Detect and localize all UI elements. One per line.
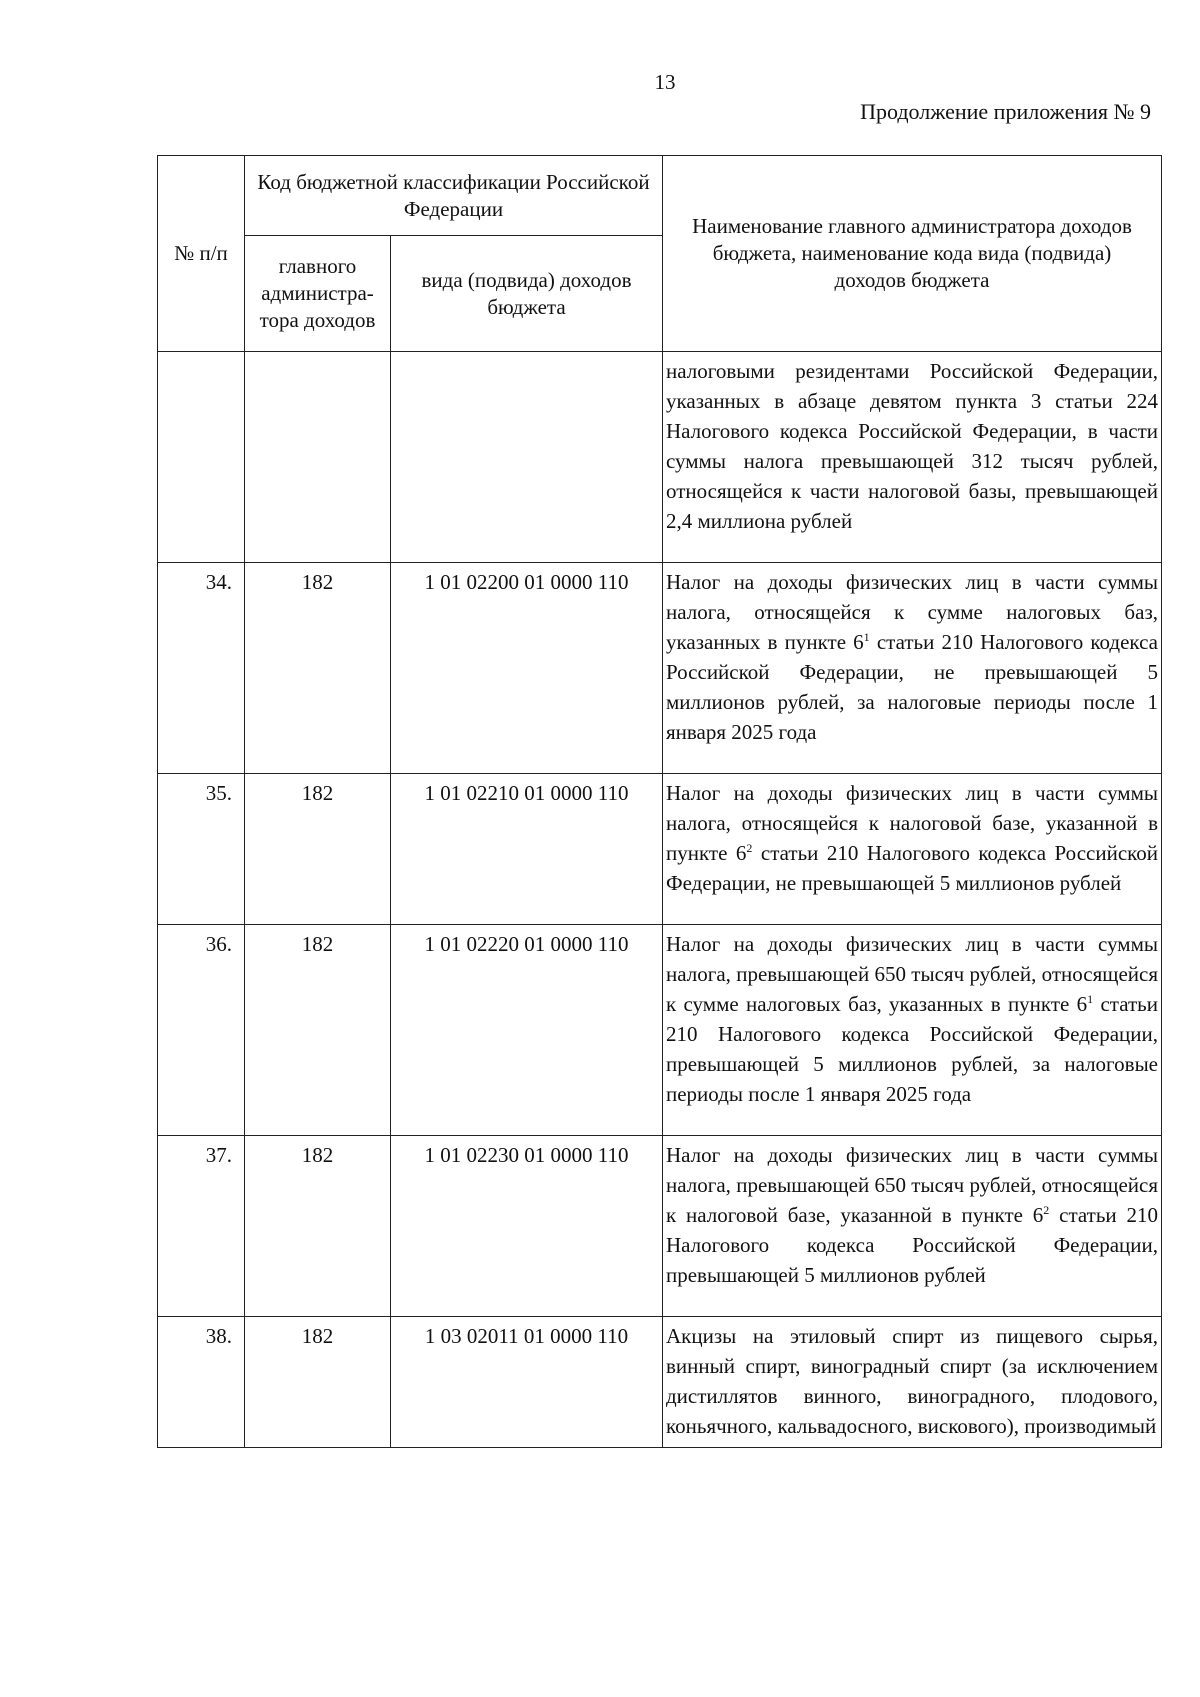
description-text-tail: статьи 210 Налогового кодекса Российской Федерации, не превышающей 5 миллионов рублей, за налоговые периоды после 1 января 2025 года xyxy=(666,630,1158,744)
superscript: 1 xyxy=(863,630,870,644)
header-code-group: Код бюджетной классификации Российской Федерации xyxy=(245,156,663,236)
cell-code: 1 03 02011 01 0000 110 xyxy=(391,1317,663,1448)
cell-admin: 182 xyxy=(245,774,391,925)
header-code: вида (подвида) доходов бюджета xyxy=(391,236,663,352)
header-name: Наименование главного администратора доходов бюджета, наименование кода вида (подвида) доходов бюджета xyxy=(663,156,1162,352)
cell-description xyxy=(663,774,1162,925)
cell-code: 1 01 02230 01 0000 110 xyxy=(391,1136,663,1317)
cell-description xyxy=(663,1317,1162,1448)
table-row xyxy=(158,563,1162,774)
cell-number: 36. xyxy=(158,925,245,1136)
description-text-tail: статьи 210 Налогового кодекса Российской Федерации, превышающей 5 миллионов рублей xyxy=(666,1203,1158,1287)
table-row xyxy=(158,1317,1162,1448)
description-text: Налог на доходы физических лиц в части суммы налога, превышающей 650 тысяч рублей, относящейся к сумме налоговых баз, указанных в пункте 6 xyxy=(666,932,1158,1016)
cell-admin: 182 xyxy=(245,1136,391,1317)
cell-admin: 182 xyxy=(245,925,391,1136)
cell-number: 38. xyxy=(158,1317,245,1448)
cell-code: 1 01 02210 01 0000 110 xyxy=(391,774,663,925)
description-text-tail: статьи 210 Налогового кодекса Российской Федерации, не превышающей 5 миллионов рублей xyxy=(666,841,1159,895)
cell-number: 34. xyxy=(158,563,245,774)
cell-number: 37. xyxy=(158,1136,245,1317)
description-text-tail: статьи 210 Налогового кодекса Российской Федерации, превышающей 5 миллионов рублей, за налоговые периоды после 1 января 2025 года xyxy=(666,992,1158,1106)
header-admin: главного администра-тора доходов xyxy=(245,236,391,352)
cell-admin: 182 xyxy=(245,1317,391,1448)
description-text: Налог на доходы физических лиц в части суммы налога, превышающей 650 тысяч рублей, относящейся к налоговой базе, указанной в пункте 6 xyxy=(666,1143,1158,1227)
cell-code: 1 01 02200 01 0000 110 xyxy=(391,563,663,774)
cell-description: налоговыми резидентами Российской Федерации, указанных в абзаце девятом пункта 3 статьи 224 Налогового кодекса Российской Федерации, в части суммы налога превышающей 312 тысяч рублей, относящейся к части налоговой базы, превышающей 2,4 миллиона рублей xyxy=(663,352,1162,563)
description-text: Налог на доходы физических лиц в части суммы налога, относящейся к налоговой базе, указанной в пункте 6 xyxy=(666,781,1158,865)
cell-description xyxy=(663,563,1162,774)
cell-admin xyxy=(245,352,391,563)
cell-code xyxy=(391,352,663,563)
continuation-title: Продолжение приложения № 9 xyxy=(860,99,1151,124)
superscript: 2 xyxy=(1043,1203,1050,1217)
header-number: № п/п xyxy=(158,156,245,352)
description-text: Налог на доходы физических лиц в части суммы налога, относящейся к сумме налоговых баз, указанных в пункте 6 xyxy=(666,570,1158,654)
page-number: 13 xyxy=(654,70,676,94)
cell-admin: 182 xyxy=(245,563,391,774)
cell-description xyxy=(663,925,1162,1136)
budget-classification-table xyxy=(157,155,1162,1448)
superscript: 2 xyxy=(746,841,753,855)
table-row xyxy=(158,774,1162,925)
superscript: 1 xyxy=(1087,992,1094,1006)
description-text: Акцизы на этиловый спирт из пищевого сырья, винный спирт, виноградный спирт (за исключением дистиллятов винного, виноградного, плодового, коньячного, кальвадосного, вискового), производимый xyxy=(666,1324,1158,1438)
cell-number xyxy=(158,352,245,563)
cell-number: 35. xyxy=(158,774,245,925)
cell-code: 1 01 02220 01 0000 110 xyxy=(391,925,663,1136)
cell-description xyxy=(663,1136,1162,1317)
table-row-continued xyxy=(158,352,1162,563)
table-row xyxy=(158,1136,1162,1317)
table-row xyxy=(158,925,1162,1136)
